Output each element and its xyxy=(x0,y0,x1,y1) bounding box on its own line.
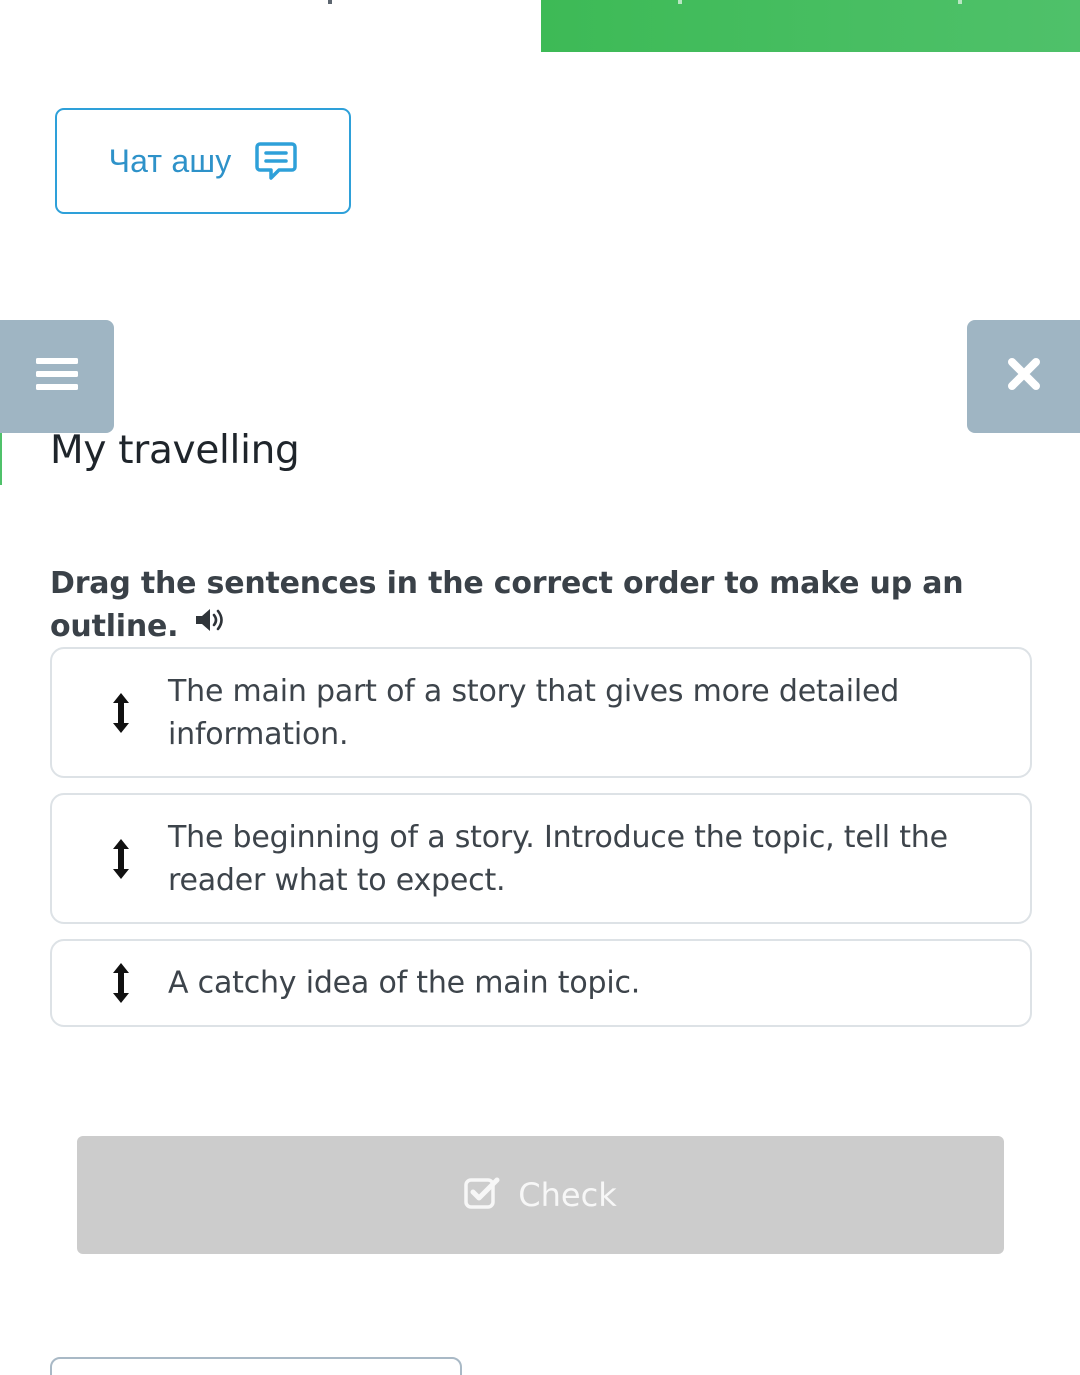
left-accent-bar xyxy=(0,433,2,485)
top-tab-right-active[interactable] xyxy=(541,0,1080,52)
sortable-item-text: The beginning of a story. Introduce the topic, tell the reader what to expect. xyxy=(168,819,948,898)
hamburger-menu-icon xyxy=(36,356,78,397)
task-instruction-text: Drag the sentences in the correct order to make up an outline. xyxy=(50,566,964,644)
bottom-cutoff-box[interactable] xyxy=(50,1357,462,1375)
chat-bubble-icon xyxy=(255,141,297,181)
vertical-arrows-icon[interactable] xyxy=(110,692,132,734)
vertical-arrows-icon[interactable] xyxy=(110,962,132,1004)
close-icon xyxy=(1007,357,1041,396)
sortable-item-text: The main part of a story that gives more detailed information. xyxy=(168,673,900,752)
vertical-arrows-icon[interactable] xyxy=(110,838,132,880)
sortable-item-text: A catchy idea of the main topic. xyxy=(168,965,641,1001)
tab-text-fragment xyxy=(328,0,332,4)
sortable-item[interactable] xyxy=(50,939,1032,1027)
open-chat-button[interactable] xyxy=(55,108,351,214)
sortable-sentence-list xyxy=(50,647,1032,1042)
tab-text-fragment xyxy=(678,0,682,4)
speaker-icon[interactable] xyxy=(194,603,228,646)
menu-button[interactable] xyxy=(0,320,114,433)
check-button-label: Check xyxy=(518,1176,617,1214)
checkbox-checked-icon xyxy=(464,1176,500,1215)
sortable-item[interactable] xyxy=(50,793,1032,924)
open-chat-label: Чат ашу xyxy=(108,142,232,179)
tab-text-fragment xyxy=(958,0,962,4)
top-tab-left[interactable] xyxy=(0,0,541,52)
sortable-item[interactable] xyxy=(50,647,1032,778)
task-instruction xyxy=(50,562,1010,649)
lesson-title: My travelling xyxy=(50,428,300,473)
close-button[interactable] xyxy=(967,320,1080,433)
check-button[interactable] xyxy=(77,1136,1004,1254)
